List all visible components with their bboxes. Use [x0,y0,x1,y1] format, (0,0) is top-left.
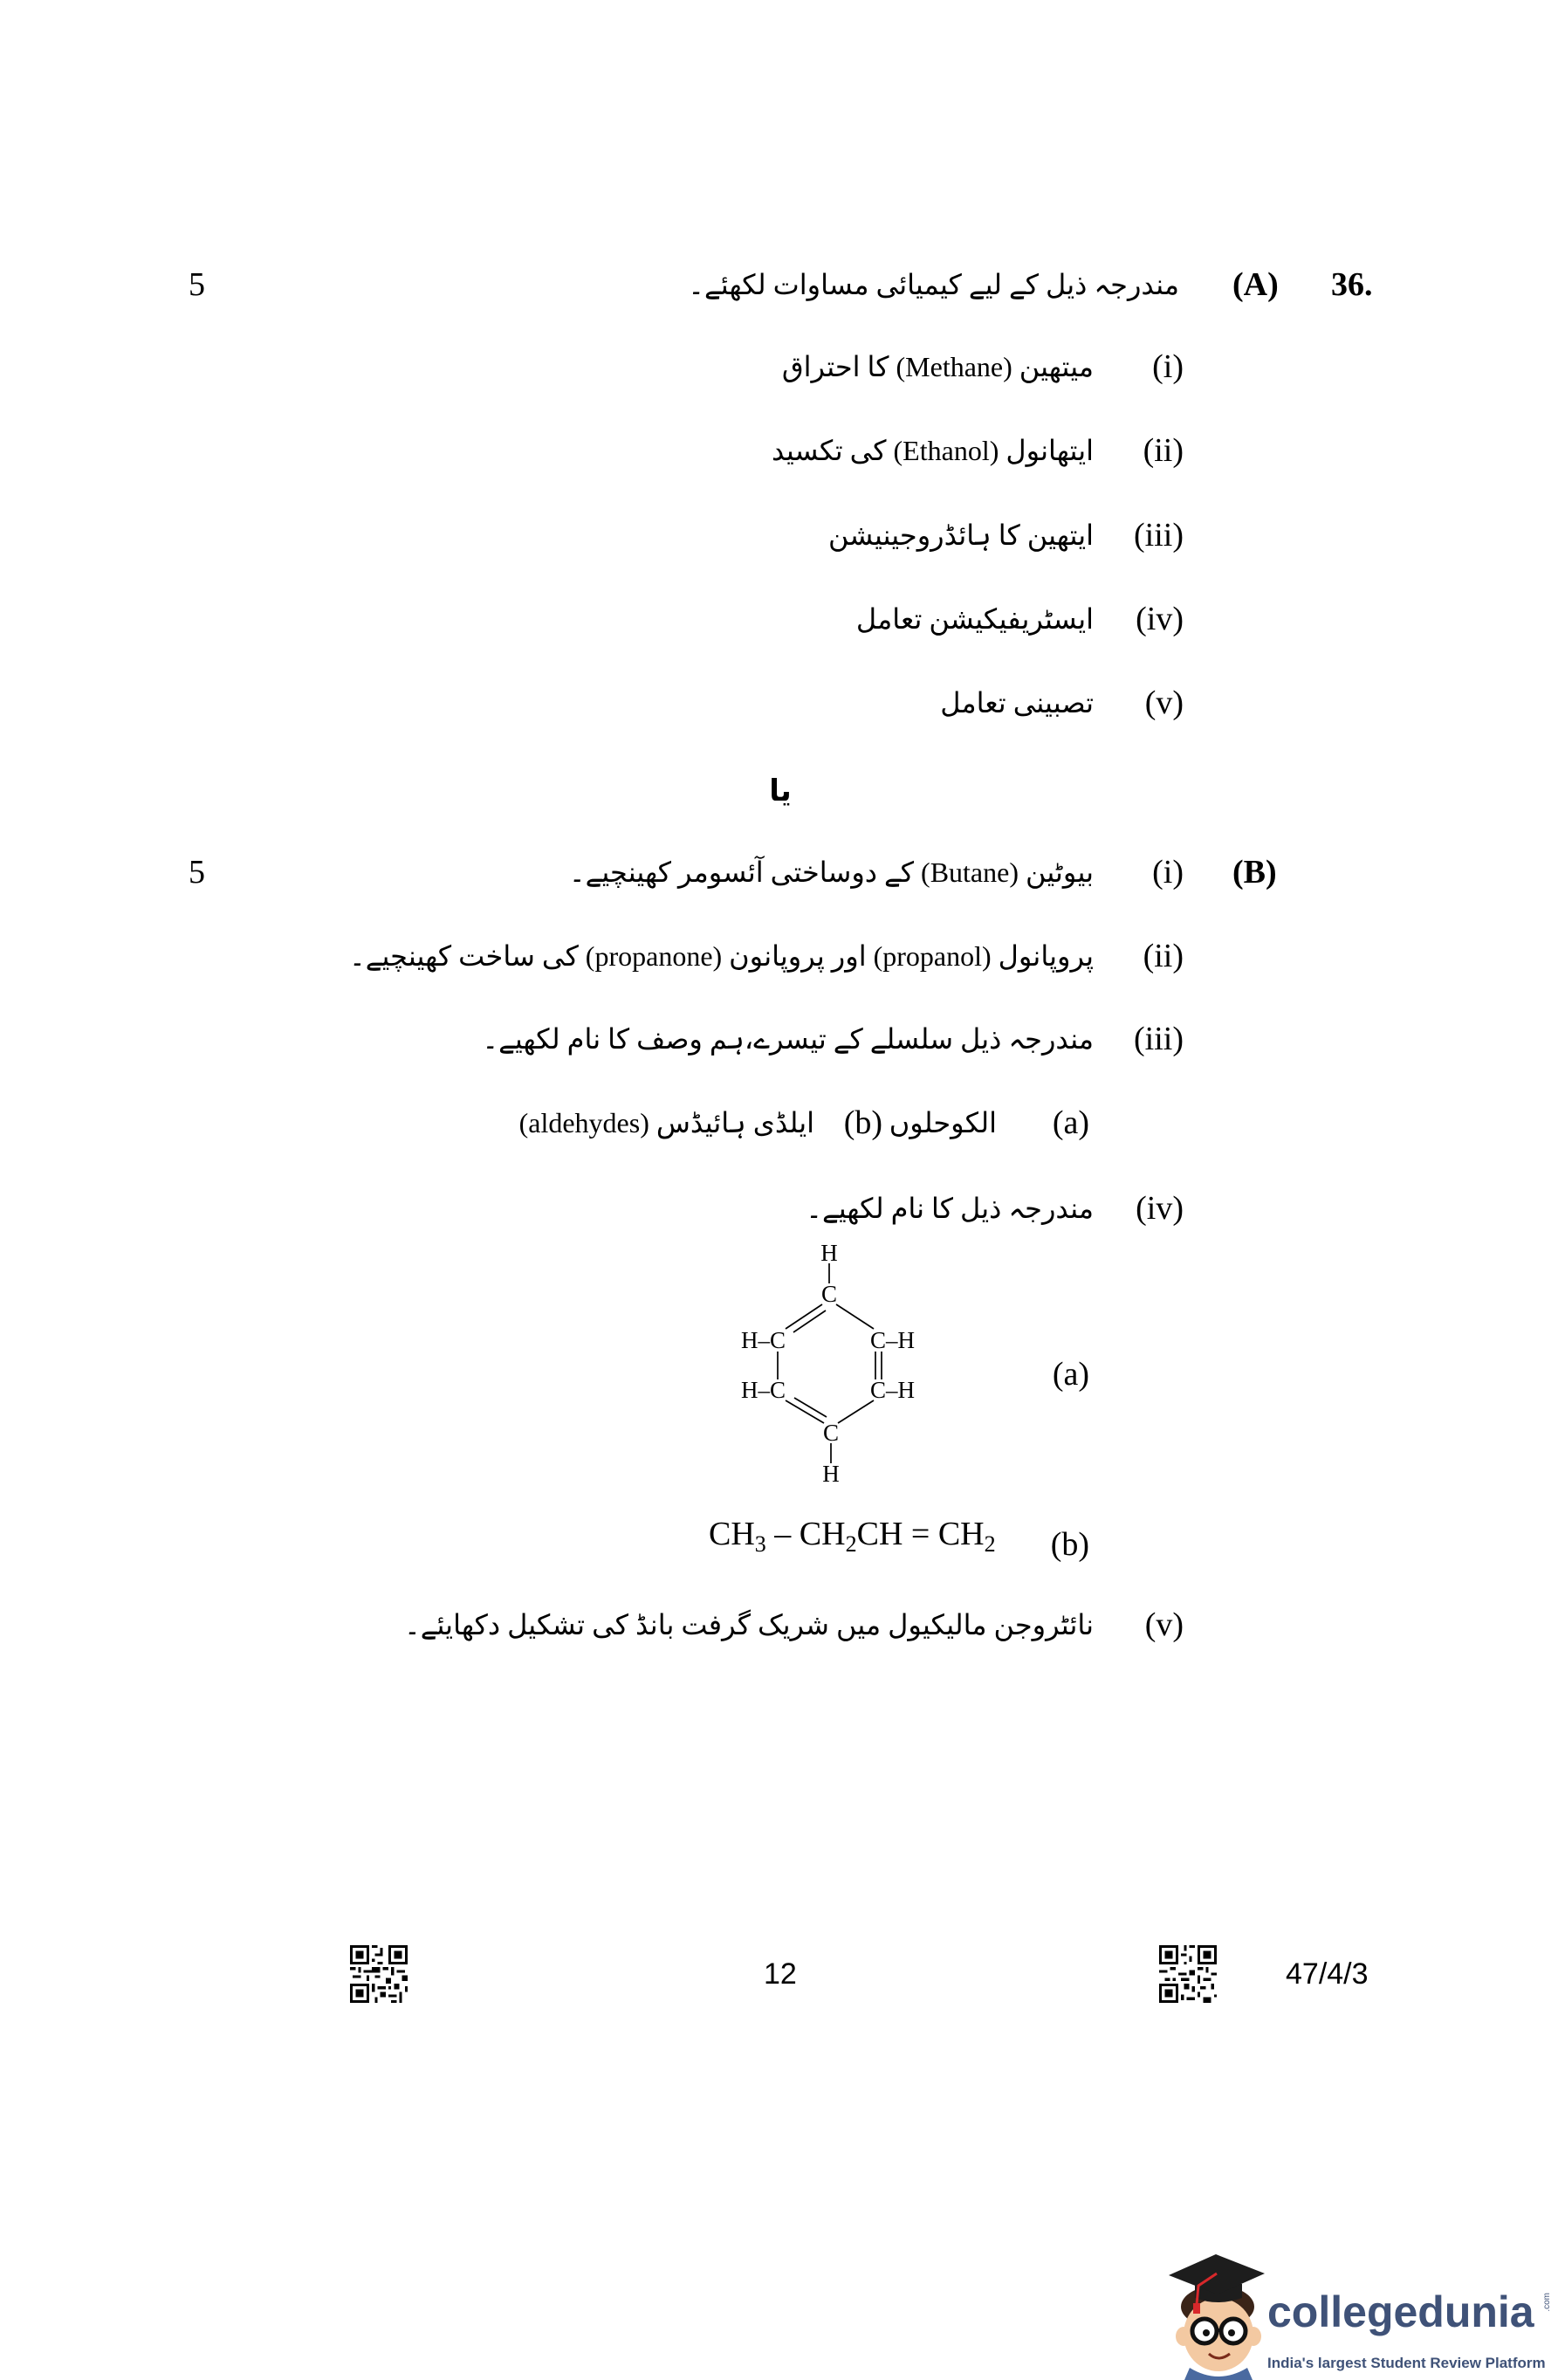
brand-tagline: India's largest Student Review Platform [1267,2355,1546,2371]
part-b-marks: 5 [189,854,205,891]
part-a-item-i-text: میتھین (Methane) کا احتراق [781,351,1094,382]
part-a-item-iii-text: ایتھین کا ہائڈروجینیشن [828,519,1094,551]
structure-b-label: (b) [1050,1526,1089,1563]
formula-part-1: CH [709,1516,755,1552]
part-b-item-i-text: بیوٹین (Butane) کے دوساختی آئسومر کھینچیے۔ [568,856,1094,888]
qr-code-right [1159,1945,1217,2003]
option-b-text: ایلڈی ہائیڈس (aldehydes) [518,1107,814,1138]
part-b-item-iii-text: مندرجہ ذیل سلسلے کے تیسرے،ہم وصف کا نام لکھیے۔ [482,1023,1094,1055]
part-b-item-v-label: (v) [1144,1606,1184,1643]
formula-part-3: CH = CH [856,1516,985,1552]
formula-subscript-2: 2 [845,1531,857,1557]
bond-bottom-left-2 [794,1398,827,1417]
part-b-label: (B) [1232,854,1277,891]
question-number: 36. [1331,266,1373,303]
part-a-item-v-label: (v) [1144,684,1184,721]
brand-name: collegedunia [1267,2287,1534,2336]
atom-h-top: H [820,1240,838,1266]
part-a-item-ii-label: (ii) [1143,432,1184,469]
qr-code-left [350,1945,408,2003]
brand-suffix: .com [1542,2293,1552,2312]
part-a-item-v-text: تصبینی تعامل [940,687,1094,719]
part-a-item-iv-text: ایسٹریفیکیشن تعامل [855,603,1094,635]
part-b-item-iv-label: (iv) [1136,1190,1184,1227]
bond-top-right [836,1304,874,1329]
bond-top-left-2 [793,1310,826,1332]
paper-code: 47/4/3 [1286,1957,1369,1991]
part-a-item-iv-label: (iv) [1136,601,1184,637]
part-a-item-iii-label: (iii) [1134,517,1184,554]
atom-hc-lower-left: H–C [740,1377,786,1403]
mascot-eye-right [1228,2329,1235,2336]
part-b-item-iv-text: مندرجہ ذیل کا نام لکھیے۔ [806,1193,1094,1224]
part-a-marks: 5 [189,266,205,303]
atom-c-top: C [820,1281,838,1307]
atom-ch-upper-right: C–H [870,1327,916,1353]
page-number: 12 [764,1957,797,1991]
atom-ch-lower-right: C–H [870,1377,916,1403]
atom-h-bottom: H [822,1461,840,1487]
part-a-prompt: مندرجہ ذیل کے لیے کیمیائی مساوات لکھئے۔ [688,269,1179,300]
option-a-label: (a) [1052,1104,1089,1141]
formula-subscript-1: 3 [754,1531,766,1557]
atom-hc-upper-left: H–C [740,1327,786,1353]
bond-bottom-right [838,1400,874,1423]
structure-a-label: (a) [1052,1356,1089,1393]
atom-c-bottom: C [822,1420,840,1446]
benzene-structure [731,1238,934,1496]
option-a-text: الکوحلوں [889,1107,997,1138]
structure-b-formula [709,1512,996,1556]
collegedunia-mascot-logo [1156,2249,1266,2380]
part-a-item-i-label: (i) [1152,348,1184,385]
part-b-item-ii-label: (ii) [1143,938,1184,974]
formula-subscript-3: 2 [984,1531,996,1557]
mascot-eye-left [1203,2329,1210,2336]
part-b-item-i-label: (i) [1152,854,1184,891]
or-divider: یا [769,774,792,808]
cap-tassel-end [1193,2303,1200,2314]
part-b-item-v-text: نائٹروجن مالیکیول میں شریک گرفت بانڈ کی تشکیل دکھایئے۔ [404,1609,1094,1641]
part-b-item-iii-label: (iii) [1134,1021,1184,1057]
part-a-item-ii-text: ایتھانول (Ethanol) کی تکسید [772,435,1094,466]
part-a-label: (A) [1232,266,1279,303]
option-b-label: (b) [843,1104,882,1141]
formula-part-2: – CH [765,1516,846,1552]
part-b-item-ii-text: پروپانول (propanol) اور پروپانون (propanone) کی ساخت کھینچیے۔ [349,940,1094,972]
